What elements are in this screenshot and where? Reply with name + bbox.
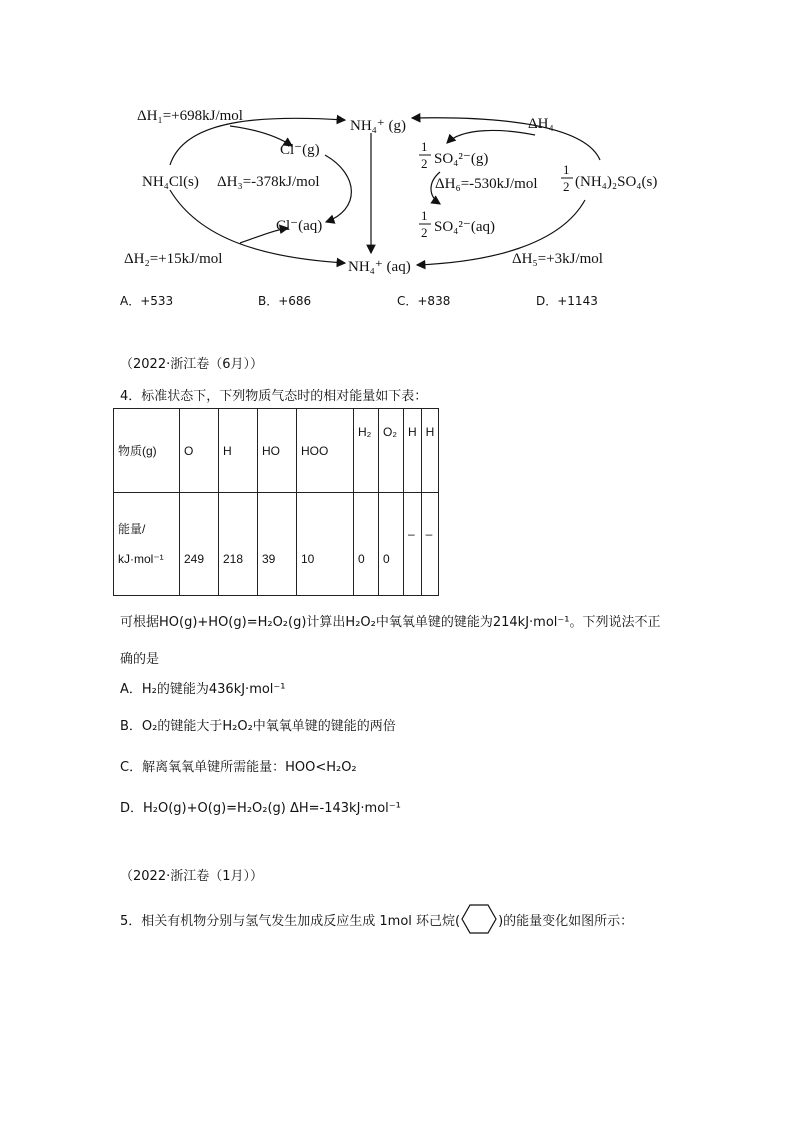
q5-stem bbox=[120, 903, 633, 935]
energy-cell: 218 bbox=[219, 493, 258, 596]
table-row-species bbox=[114, 409, 439, 493]
energy-cell: 0 bbox=[354, 493, 379, 596]
table-row-energy bbox=[114, 493, 439, 596]
q4-option-b: B．O₂的键能大于H₂O₂中氧氧单键的键能的两倍 bbox=[120, 719, 396, 734]
q4-source: （2022·浙江卷（6月）） bbox=[120, 357, 263, 372]
species-cell: H₂ bbox=[354, 409, 379, 493]
q5-stem-after: )的能量变化如图所示： bbox=[498, 913, 634, 929]
dh1-label: ΔH₁=+698kJ/mol bbox=[137, 108, 243, 124]
salt-label: (NH₄)₂SO₄(s) bbox=[575, 174, 658, 190]
q5-source: （2022·浙江卷（1月）） bbox=[120, 869, 263, 884]
q5-stem-before: 5．相关有机物分别与氢气发生加成反应生成 1mol 环己烷( bbox=[120, 913, 461, 929]
energy-cell: – bbox=[404, 493, 422, 596]
half-salt-num: 1 bbox=[563, 162, 570, 177]
q4-description-line1: 可根据HO(g)+HO(g)=H₂O₂(g)计算出H₂O₂中氧氧单键的键能为214kJ·mol⁻¹。下列说法不正 bbox=[120, 615, 661, 630]
species-cell: H bbox=[421, 409, 439, 493]
q3-option-b: B．+686 bbox=[258, 294, 312, 308]
energy-cell: 0 bbox=[379, 493, 404, 596]
energy-label-line1: 能量/ bbox=[118, 522, 146, 536]
dh5-label: ΔH₅=+3kJ/mol bbox=[512, 251, 603, 267]
arrow-to-so4-g bbox=[447, 130, 535, 143]
nh4g-label: NH₄⁺ (g) bbox=[350, 118, 407, 134]
cyclohexane-icon bbox=[461, 903, 497, 935]
q4-option-d: D．H₂O(g)+O(g)=H₂O₂(g) ΔH=-143kJ·mol⁻¹ bbox=[120, 801, 401, 816]
dh2-label: ΔH₂=+15kJ/mol bbox=[124, 251, 223, 267]
species-cell: HOO bbox=[297, 409, 354, 493]
cl-aq-label: Cl⁻(aq) bbox=[276, 218, 323, 234]
nh4cl-label: NH₄Cl(s) bbox=[142, 174, 199, 190]
half-so4aq-den: 2 bbox=[421, 225, 428, 240]
enthalpy-cycle-diagram bbox=[0, 0, 794, 290]
table-energy-label bbox=[114, 493, 180, 596]
dh6-label: ΔH₆=-530kJ/mol bbox=[435, 176, 538, 192]
q4-stem: 4．标准状态下，下列物质气态时的相对能量如下表： bbox=[120, 389, 428, 404]
energy-label-line2: kJ·mol⁻¹ bbox=[118, 552, 164, 566]
q4-description-line2: 确的是 bbox=[120, 652, 160, 667]
energy-cell: 39 bbox=[258, 493, 297, 596]
energy-cell: 249 bbox=[180, 493, 219, 596]
q3-option-a: A．+533 bbox=[120, 294, 174, 308]
dh4-label: ΔH₄ bbox=[528, 116, 554, 132]
q3-option-c: C．+838 bbox=[397, 294, 451, 308]
q4-option-a: A．H₂的键能为436kJ·mol⁻¹ bbox=[120, 682, 286, 697]
species-cell: HO bbox=[258, 409, 297, 493]
species-cell: O₂ bbox=[379, 409, 404, 493]
species-cell: H bbox=[404, 409, 422, 493]
dh3-label: ΔH₃=-378kJ/mol bbox=[217, 174, 320, 190]
energy-table bbox=[113, 408, 439, 596]
nh4aq-label: NH₄⁺ (aq) bbox=[348, 259, 411, 275]
so4g-label: SO₄²⁻(g) bbox=[434, 151, 489, 167]
species-cell: O bbox=[180, 409, 219, 493]
q4-option-c: C．解离氧氧单键所需能量：HOO<H₂O₂ bbox=[120, 760, 357, 775]
half-salt-den: 2 bbox=[563, 179, 570, 194]
species-cell: H bbox=[219, 409, 258, 493]
table-header-label: 物质(g) bbox=[114, 409, 180, 493]
energy-cell: 10 bbox=[297, 493, 354, 596]
half-so4g-den: 2 bbox=[421, 156, 428, 171]
arrow-cl-g-to-cl-aq bbox=[325, 155, 351, 222]
cl-g-label: Cl⁻(g) bbox=[280, 142, 320, 158]
half-so4g-num: 1 bbox=[421, 139, 428, 154]
so4aq-label: SO₄²⁻(aq) bbox=[434, 219, 495, 235]
q3-option-d: D．+1143 bbox=[536, 294, 598, 308]
half-so4aq-num: 1 bbox=[421, 208, 428, 223]
energy-cell: – bbox=[421, 493, 439, 596]
